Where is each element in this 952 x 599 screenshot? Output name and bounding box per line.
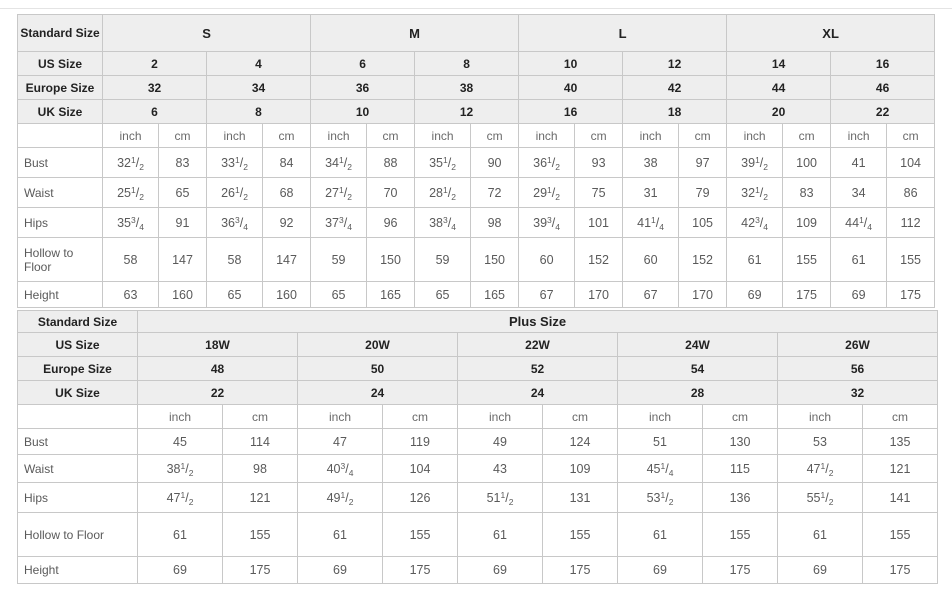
size-header-row <box>18 100 935 124</box>
measurement-value-cell: $45^1/_4$ <box>618 455 703 483</box>
unit-label-cell: cm <box>223 405 298 429</box>
measurement-value-cell: 83 <box>159 148 207 178</box>
measurement-value-cell: 119 <box>383 429 458 455</box>
measurement-row-label: Bust <box>18 148 103 178</box>
size-value-cell: 20W <box>298 333 458 357</box>
measurement-row-label: Hollow to Floor <box>18 513 138 557</box>
measurement-value-cell: 175 <box>223 557 298 584</box>
measurement-value-cell: 70 <box>367 178 415 208</box>
measurement-value-cell: 61 <box>298 513 383 557</box>
size-value-cell: 42 <box>623 76 727 100</box>
size-value-cell: 26W <box>778 333 938 357</box>
size-value-cell: 28 <box>618 381 778 405</box>
measurement-row <box>18 208 935 238</box>
standard-size-table <box>17 14 935 308</box>
measurement-value-cell: 69 <box>831 282 887 308</box>
measurement-value-cell: 58 <box>103 238 159 282</box>
measurement-value-cell: 69 <box>298 557 383 584</box>
unit-label-cell: cm <box>383 405 458 429</box>
measurement-value-cell: $47^1/_2$ <box>778 455 863 483</box>
measurement-value-cell: 175 <box>783 282 831 308</box>
measurement-value-cell: 152 <box>575 238 623 282</box>
measurement-value-cell: 59 <box>415 238 471 282</box>
measurement-value-cell: 104 <box>887 148 935 178</box>
size-group-header: Plus Size <box>138 311 938 333</box>
measurement-value-cell: $49^1/_2$ <box>298 483 383 513</box>
size-group-header: XL <box>727 15 935 52</box>
measurement-value-cell: 121 <box>223 483 298 513</box>
measurement-value-cell: $25^1/_2$ <box>103 178 159 208</box>
measurement-value-cell: $53^1/_2$ <box>618 483 703 513</box>
unit-label-cell: inch <box>298 405 383 429</box>
unit-label-cell: inch <box>458 405 543 429</box>
measurement-value-cell: 115 <box>703 455 778 483</box>
size-row-label: UK Size <box>18 100 103 124</box>
measurement-row-label: Hollow to Floor <box>18 238 103 282</box>
measurement-value-cell: $47^1/_2$ <box>138 483 223 513</box>
size-row-label: Europe Size <box>18 357 138 381</box>
measurement-value-cell: 130 <box>703 429 778 455</box>
measurement-value-cell: $40^3/_4$ <box>298 455 383 483</box>
measurement-value-cell: 175 <box>543 557 618 584</box>
unit-label-cell: cm <box>543 405 618 429</box>
unit-label-cell: cm <box>575 124 623 148</box>
size-value-cell: 12 <box>415 100 519 124</box>
measurement-value-cell: 105 <box>679 208 727 238</box>
measurement-value-cell: $34^1/_2$ <box>311 148 367 178</box>
measurement-value-cell: 92 <box>263 208 311 238</box>
measurement-value-cell: 109 <box>783 208 831 238</box>
size-value-cell: 18 <box>623 100 727 124</box>
measurement-value-cell: 86 <box>887 178 935 208</box>
size-value-cell: 32 <box>103 76 207 100</box>
size-value-cell: 20 <box>727 100 831 124</box>
measurement-row-label: Height <box>18 557 138 584</box>
measurement-value-cell: 61 <box>618 513 703 557</box>
measurement-row <box>18 455 938 483</box>
unit-label-cell: cm <box>863 405 938 429</box>
unit-label-cell: inch <box>138 405 223 429</box>
measurement-value-cell: $27^1/_2$ <box>311 178 367 208</box>
measurement-value-cell: 98 <box>471 208 519 238</box>
measurement-row-label: Waist <box>18 455 138 483</box>
measurement-value-cell: 147 <box>263 238 311 282</box>
measurement-value-cell: 170 <box>679 282 727 308</box>
size-value-cell: 24 <box>298 381 458 405</box>
measurement-value-cell: 31 <box>623 178 679 208</box>
measurement-value-cell: $36^1/_2$ <box>519 148 575 178</box>
measurement-value-cell: $37^3/_4$ <box>311 208 367 238</box>
measurement-row-label: Bust <box>18 429 138 455</box>
size-group-header: S <box>103 15 311 52</box>
measurement-value-cell: 150 <box>367 238 415 282</box>
measurement-value-cell: 170 <box>575 282 623 308</box>
measurement-value-cell: $26^1/_2$ <box>207 178 263 208</box>
unit-label-cell: cm <box>679 124 727 148</box>
measurement-value-cell: 65 <box>415 282 471 308</box>
measurement-value-cell: 155 <box>223 513 298 557</box>
corner-label: Standard Size <box>18 311 138 333</box>
measurement-value-cell: 150 <box>471 238 519 282</box>
measurement-value-cell: 155 <box>887 238 935 282</box>
corner-label: Standard Size <box>18 15 103 52</box>
measurement-value-cell: 72 <box>471 178 519 208</box>
unit-label-cell: inch <box>618 405 703 429</box>
size-value-cell: 36 <box>311 76 415 100</box>
measurement-value-cell: $36^3/_4$ <box>207 208 263 238</box>
unit-label-cell: cm <box>159 124 207 148</box>
measurement-value-cell: $55^1/_2$ <box>778 483 863 513</box>
unit-row <box>18 405 938 429</box>
size-value-cell: 14 <box>727 52 831 76</box>
size-value-cell: 48 <box>138 357 298 381</box>
size-value-cell: 16 <box>519 100 623 124</box>
measurement-value-cell: 124 <box>543 429 618 455</box>
measurement-value-cell: 141 <box>863 483 938 513</box>
measurement-value-cell: 109 <box>543 455 618 483</box>
measurement-value-cell: 84 <box>263 148 311 178</box>
unit-label-cell: inch <box>778 405 863 429</box>
measurement-value-cell: 41 <box>831 148 887 178</box>
unit-row-blank-cell <box>18 405 138 429</box>
measurement-value-cell: 63 <box>103 282 159 308</box>
measurement-value-cell: 91 <box>159 208 207 238</box>
measurement-value-cell: 65 <box>207 282 263 308</box>
size-header-row <box>18 52 935 76</box>
measurement-value-cell: 114 <box>223 429 298 455</box>
measurement-value-cell: 65 <box>311 282 367 308</box>
measurement-value-cell: $39^3/_4$ <box>519 208 575 238</box>
size-value-cell: 24 <box>458 381 618 405</box>
size-value-cell: 56 <box>778 357 938 381</box>
measurement-value-cell: 69 <box>138 557 223 584</box>
measurement-value-cell: 165 <box>471 282 519 308</box>
size-row-label: US Size <box>18 333 138 357</box>
measurement-value-cell: 69 <box>778 557 863 584</box>
unit-label-cell: inch <box>103 124 159 148</box>
measurement-row <box>18 429 938 455</box>
measurement-value-cell: 165 <box>367 282 415 308</box>
unit-row <box>18 124 935 148</box>
measurement-row <box>18 148 935 178</box>
size-value-cell: 8 <box>415 52 519 76</box>
measurement-value-cell: $29^1/_2$ <box>519 178 575 208</box>
measurement-value-cell: 135 <box>863 429 938 455</box>
size-value-cell: 12 <box>623 52 727 76</box>
measurement-value-cell: $35^1/_2$ <box>415 148 471 178</box>
measurement-value-cell: 61 <box>727 238 783 282</box>
unit-label-cell: cm <box>471 124 519 148</box>
size-value-cell: 6 <box>311 52 415 76</box>
measurement-value-cell: 96 <box>367 208 415 238</box>
measurement-value-cell: 61 <box>831 238 887 282</box>
unit-label-cell: inch <box>831 124 887 148</box>
measurement-value-cell: 51 <box>618 429 703 455</box>
measurement-value-cell: $35^3/_4$ <box>103 208 159 238</box>
measurement-value-cell: 90 <box>471 148 519 178</box>
measurement-value-cell: 175 <box>383 557 458 584</box>
measurement-value-cell: 155 <box>783 238 831 282</box>
measurement-value-cell: $41^1/_4$ <box>623 208 679 238</box>
measurement-value-cell: 79 <box>679 178 727 208</box>
measurement-value-cell: 126 <box>383 483 458 513</box>
measurement-value-cell: $42^3/_4$ <box>727 208 783 238</box>
measurement-value-cell: 53 <box>778 429 863 455</box>
size-header-row <box>18 333 938 357</box>
measurement-value-cell: $38^1/_2$ <box>138 455 223 483</box>
measurement-row-label: Hips <box>18 483 138 513</box>
measurement-value-cell: 101 <box>575 208 623 238</box>
unit-label-cell: inch <box>415 124 471 148</box>
measurement-row <box>18 513 938 557</box>
measurement-value-cell: 147 <box>159 238 207 282</box>
size-value-cell: 34 <box>207 76 311 100</box>
measurement-value-cell: 75 <box>575 178 623 208</box>
measurement-value-cell: 175 <box>863 557 938 584</box>
unit-label-cell: inch <box>207 124 263 148</box>
size-value-cell: 4 <box>207 52 311 76</box>
unit-label-cell: cm <box>703 405 778 429</box>
measurement-value-cell: 175 <box>887 282 935 308</box>
size-value-cell: 10 <box>519 52 623 76</box>
size-value-cell: 24W <box>618 333 778 357</box>
unit-label-cell: inch <box>623 124 679 148</box>
measurement-value-cell: 152 <box>679 238 727 282</box>
size-value-cell: 54 <box>618 357 778 381</box>
unit-label-cell: cm <box>783 124 831 148</box>
size-value-cell: 50 <box>298 357 458 381</box>
measurement-value-cell: 155 <box>543 513 618 557</box>
measurement-value-cell: 88 <box>367 148 415 178</box>
unit-label-cell: cm <box>367 124 415 148</box>
measurement-value-cell: 160 <box>263 282 311 308</box>
unit-row-blank-cell <box>18 124 103 148</box>
measurement-value-cell: 49 <box>458 429 543 455</box>
size-value-cell: 22W <box>458 333 618 357</box>
measurement-value-cell: 112 <box>887 208 935 238</box>
measurement-value-cell: $32^1/_2$ <box>727 178 783 208</box>
measurement-row <box>18 557 938 584</box>
measurement-value-cell: 61 <box>458 513 543 557</box>
measurement-value-cell: 97 <box>679 148 727 178</box>
unit-label-cell: inch <box>727 124 783 148</box>
size-group-row <box>18 311 938 333</box>
measurement-value-cell: 155 <box>703 513 778 557</box>
measurement-value-cell: 98 <box>223 455 298 483</box>
size-value-cell: 44 <box>727 76 831 100</box>
measurement-value-cell: 61 <box>778 513 863 557</box>
measurement-value-cell: 121 <box>863 455 938 483</box>
measurement-value-cell: 155 <box>383 513 458 557</box>
top-divider-line <box>0 8 952 9</box>
measurement-row-label: Height <box>18 282 103 308</box>
unit-label-cell: cm <box>887 124 935 148</box>
measurement-row <box>18 282 935 308</box>
size-value-cell: 16 <box>831 52 935 76</box>
size-header-row <box>18 381 938 405</box>
measurement-value-cell: 47 <box>298 429 383 455</box>
measurement-row <box>18 483 938 513</box>
size-group-header: L <box>519 15 727 52</box>
measurement-value-cell: 34 <box>831 178 887 208</box>
measurement-value-cell: 67 <box>623 282 679 308</box>
measurement-value-cell: 45 <box>138 429 223 455</box>
measurement-value-cell: $32^1/_2$ <box>103 148 159 178</box>
measurement-value-cell: 83 <box>783 178 831 208</box>
measurement-value-cell: $51^1/_2$ <box>458 483 543 513</box>
measurement-value-cell: 100 <box>783 148 831 178</box>
size-value-cell: 32 <box>778 381 938 405</box>
measurement-value-cell: 69 <box>458 557 543 584</box>
measurement-value-cell: 68 <box>263 178 311 208</box>
size-row-label: Europe Size <box>18 76 103 100</box>
size-value-cell: 52 <box>458 357 618 381</box>
measurement-value-cell: 67 <box>519 282 575 308</box>
size-group-header: M <box>311 15 519 52</box>
size-row-label: US Size <box>18 52 103 76</box>
measurement-value-cell: 155 <box>863 513 938 557</box>
measurement-value-cell: 104 <box>383 455 458 483</box>
size-value-cell: 40 <box>519 76 623 100</box>
size-value-cell: 38 <box>415 76 519 100</box>
measurement-value-cell: 136 <box>703 483 778 513</box>
size-value-cell: 46 <box>831 76 935 100</box>
size-group-row <box>18 15 935 52</box>
measurement-value-cell: 160 <box>159 282 207 308</box>
measurement-value-cell: $44^1/_4$ <box>831 208 887 238</box>
unit-label-cell: inch <box>311 124 367 148</box>
measurement-row-label: Waist <box>18 178 103 208</box>
size-value-cell: 22 <box>138 381 298 405</box>
measurement-value-cell: 93 <box>575 148 623 178</box>
measurement-value-cell: 60 <box>519 238 575 282</box>
measurement-value-cell: 69 <box>727 282 783 308</box>
measurement-value-cell: $38^3/_4$ <box>415 208 471 238</box>
measurement-value-cell: 131 <box>543 483 618 513</box>
measurement-row <box>18 178 935 208</box>
measurement-value-cell: 43 <box>458 455 543 483</box>
size-value-cell: 18W <box>138 333 298 357</box>
measurement-value-cell: $33^1/_2$ <box>207 148 263 178</box>
measurement-value-cell: 61 <box>138 513 223 557</box>
unit-label-cell: cm <box>263 124 311 148</box>
measurement-value-cell: $39^1/_2$ <box>727 148 783 178</box>
measurement-row <box>18 238 935 282</box>
measurement-value-cell: 58 <box>207 238 263 282</box>
size-header-row <box>18 76 935 100</box>
size-header-row <box>18 357 938 381</box>
measurement-value-cell: 38 <box>623 148 679 178</box>
size-value-cell: 2 <box>103 52 207 76</box>
plus-size-table <box>17 310 938 584</box>
measurement-value-cell: $28^1/_2$ <box>415 178 471 208</box>
unit-label-cell: inch <box>519 124 575 148</box>
measurement-value-cell: 60 <box>623 238 679 282</box>
size-value-cell: 8 <box>207 100 311 124</box>
measurement-value-cell: 69 <box>618 557 703 584</box>
measurement-row-label: Hips <box>18 208 103 238</box>
size-value-cell: 10 <box>311 100 415 124</box>
size-value-cell: 6 <box>103 100 207 124</box>
measurement-value-cell: 175 <box>703 557 778 584</box>
measurement-value-cell: 65 <box>159 178 207 208</box>
measurement-value-cell: 59 <box>311 238 367 282</box>
size-value-cell: 22 <box>831 100 935 124</box>
size-row-label: UK Size <box>18 381 138 405</box>
